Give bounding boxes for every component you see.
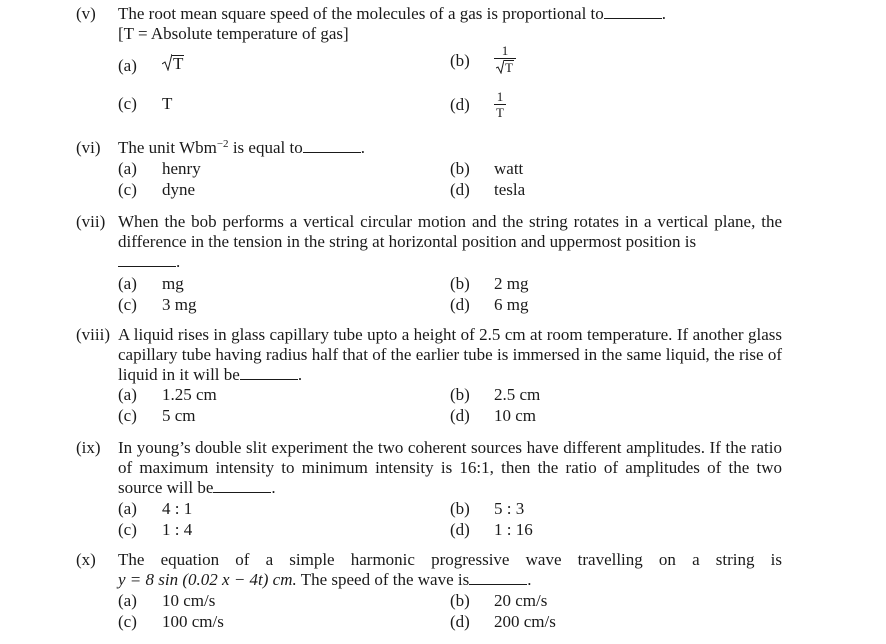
- question-stem: The unit Wbm$^{-2}$ is equal to .: [118, 138, 365, 157]
- option-c: (c) 5 cm: [118, 406, 196, 425]
- question-number: (vii): [76, 212, 106, 231]
- fraction: $\frac{1}{T}$: [496, 89, 504, 120]
- option-c: (c) dyne: [118, 180, 196, 199]
- option-c: (c) 100 cm/s: [118, 612, 224, 631]
- option-b: (b) 5 : 3: [450, 499, 525, 518]
- question-stem: In young’s double slit experiment the two coherent sources have different amplitudes. If the ratio of maximum intensity to minimum intensity is 16:1, then the ratio of amplitudes of the two source will be .: [118, 438, 782, 497]
- question-stem: A liquid rises in glass capillary tube upto a height of 2.5 cm at room temperature. If another glass capillary tube having radius half that of the earlier tube is immersed in the same liquid, the rise of liquid in it will be .: [118, 325, 782, 384]
- option-d: (d) $\frac{1}{T}$: [450, 89, 504, 120]
- option-a: (a) 10 cm/s: [118, 591, 216, 610]
- question-stem: When the bob performs a vertical circular motion and the string rotates in a vertical plane, the difference in the tension in the string at horizontal position and uppermost position is .: [118, 212, 782, 271]
- question-number: (ix): [76, 438, 101, 457]
- answer-blank: [118, 254, 176, 267]
- question-number: (viii): [76, 325, 110, 344]
- fraction: $\frac{1}{T}$: [494, 44, 516, 77]
- option-a: (a) T: [118, 54, 184, 75]
- question-stem: The root mean square speed of the molecules of a gas is proportional to . [T = Absolute temperature of gas]: [118, 4, 667, 43]
- option-d: (d) 200 cm/s: [450, 612, 556, 631]
- question-number: (vi): [76, 138, 101, 157]
- option-d: (d) 6 mg: [450, 295, 529, 314]
- question-stem-line2: y = 8 sin (0.02 x − 4t) cm. The speed of the wave is .: [118, 570, 532, 589]
- answer-blank: [303, 140, 361, 153]
- option-c: (c) 1 : 4: [118, 520, 193, 539]
- option-c: (c) T: [118, 94, 173, 113]
- question-stem: The equation of a simple harmonic progressive wave travelling on a string is: [118, 550, 782, 569]
- option-b: (b) watt: [450, 159, 524, 178]
- answer-blank: [213, 480, 271, 493]
- option-b: (b) $\frac{1}{T}$: [450, 44, 516, 77]
- sqrt-expression: T: [162, 54, 184, 71]
- answer-blank: [469, 572, 527, 585]
- option-a: (a) 1.25 cm: [118, 385, 217, 404]
- option-b: (b) 2 mg: [450, 274, 529, 293]
- question-number: (v): [76, 4, 96, 23]
- answer-blank: [240, 367, 298, 380]
- option-a: (a) henry: [118, 159, 201, 178]
- option-d: (d) 1 : 16: [450, 520, 533, 539]
- option-a: (a) mg: [118, 274, 184, 293]
- question-number: (x): [76, 550, 96, 569]
- option-d: (d) 10 cm: [450, 406, 537, 425]
- option-a: (a) 4 : 1: [118, 499, 193, 518]
- answer-blank: [604, 6, 662, 19]
- option-d: (d) tesla: [450, 180, 526, 199]
- option-c: (c) 3 mg: [118, 295, 197, 314]
- option-b: (b) 20 cm/s: [450, 591, 548, 610]
- option-b: (b) 2.5 cm: [450, 385, 541, 404]
